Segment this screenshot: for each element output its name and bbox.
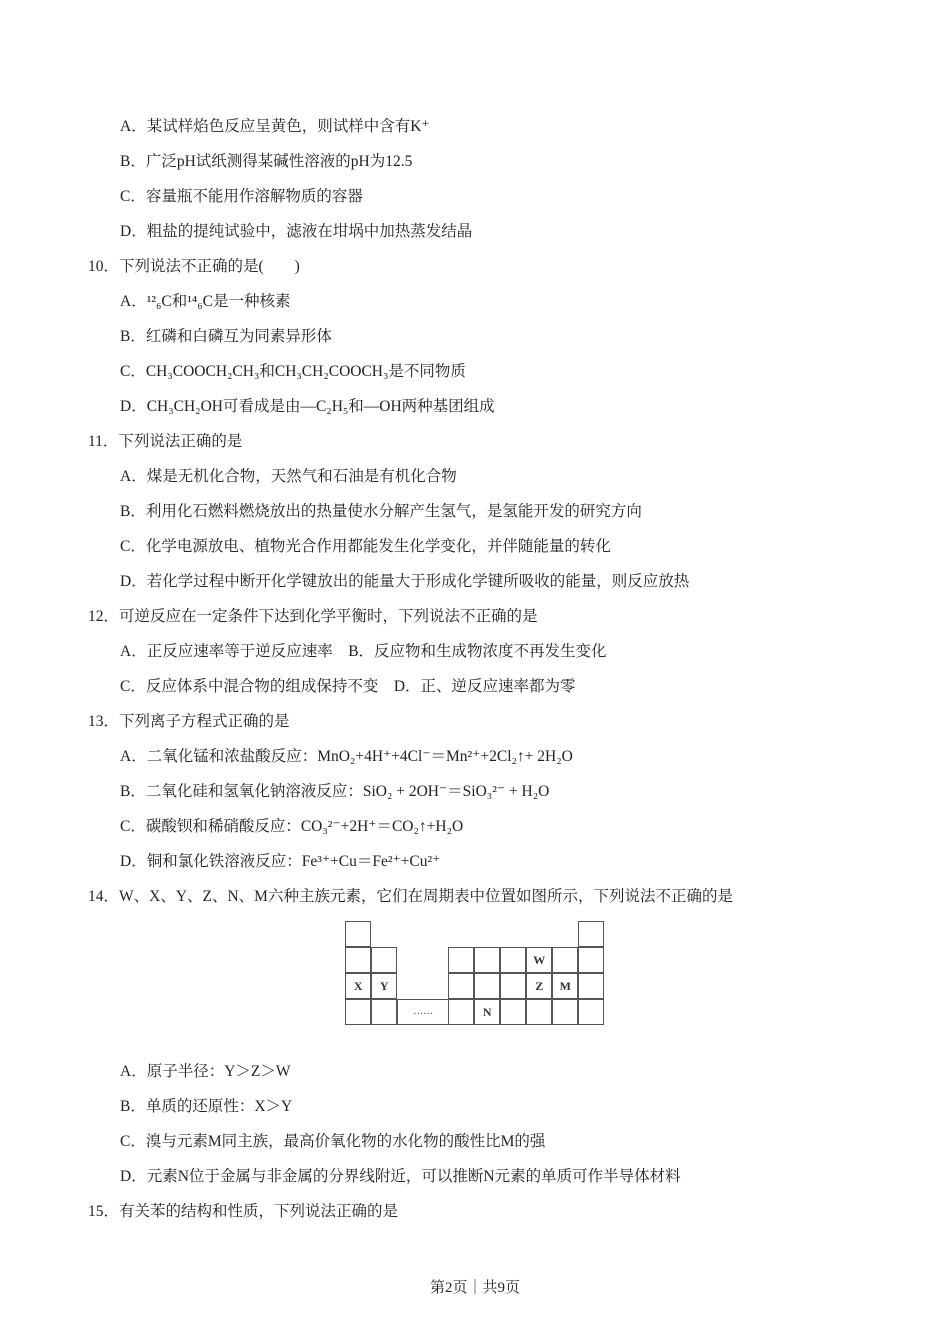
- cell-m: M: [552, 973, 578, 999]
- q13-option: B．二氧化硅和氢氧化钠溶液反应：SiO₂ + 2OH⁻＝SiO₃²⁻ + H₂O: [120, 783, 550, 800]
- q11-stem: 11．下列说法正确的是: [88, 433, 243, 450]
- table-cell: [500, 947, 526, 973]
- table-cell: [448, 947, 474, 973]
- table-cell: [526, 999, 552, 1025]
- q14-option: C．溴与元素M同主族，最高价氧化物的水化物的酸性比M的强: [120, 1133, 546, 1150]
- q9-option: C．容量瓶不能用作溶解物质的容器: [120, 188, 363, 205]
- table-cell: [578, 921, 604, 947]
- table-cell: [578, 947, 604, 973]
- cell-w: W: [526, 947, 552, 973]
- cell-n: N: [474, 999, 500, 1025]
- table-cell: [552, 947, 578, 973]
- q15-stem: 15．有关苯的结构和性质，下列说法正确的是: [88, 1203, 399, 1220]
- q13-option: A．二氧化锰和浓盐酸反应：MnO₂+4H⁺+4Cl⁻＝Mn²⁺+2Cl₂↑+ 2H₂O: [120, 748, 573, 765]
- q13-option: C．碳酸钡和稀硝酸反应：CO₃²⁻+2H⁺＝CO₂↑+H₂O: [120, 818, 464, 835]
- q14-option: A．原子半径：Y＞Z＞W: [120, 1063, 291, 1080]
- table-cell: [500, 999, 526, 1025]
- table-cell: [474, 947, 500, 973]
- cell-y: Y: [371, 973, 397, 999]
- table-cell: [552, 999, 578, 1025]
- question-content: [0, 109, 950, 1229]
- q10-option: A．¹²₆C和¹⁴₆C是一种核素: [120, 293, 291, 310]
- q13-option: D．铜和氯化铁溶液反应：Fe³⁺+Cu＝Fe²⁺+Cu²⁺: [120, 853, 441, 870]
- q10-stem: 10．下列说法不正确的是( ): [88, 258, 300, 275]
- q12-stem: 12．可逆反应在一定条件下达到化学平衡时，下列说法不正确的是: [88, 608, 538, 625]
- q12-option: C．反应体系中混合物的组成保持不变 D．正、逆反应速率都为零: [120, 678, 576, 695]
- q9-option: D．粗盐的提纯试验中，滤液在坩埚中加热蒸发结晶: [120, 223, 473, 240]
- q14-stem: 14．W、X、Y、Z、N、M六种主族元素，它们在周期表中位置如图所示，下列说法不正确的是: [88, 888, 733, 905]
- table-cell: [371, 947, 397, 973]
- cell-ellipsis: ……: [397, 999, 449, 1025]
- q11-option: A．煤是无机化合物，天然气和石油是有机化合物: [120, 468, 457, 485]
- q14-option: D．元素N位于金属与非金属的分界线附近，可以推断N元素的单质可作半导体材料: [120, 1168, 681, 1185]
- periodic-table-figure: [346, 922, 606, 1027]
- q10-option: C．CH₃COOCH₂CH₃和CH₃CH₂COOCH₃是不同物质: [120, 363, 466, 380]
- page-footer: 第2页｜共9页: [429, 1280, 520, 1296]
- table-cell: [448, 973, 474, 999]
- q9-option: B．广泛pH试纸测得某碱性溶液的pH为12.5: [120, 153, 413, 170]
- q12-option: A．正反应速率等于逆反应速率 B．反应物和生成物浓度不再发生变化: [120, 643, 607, 660]
- q9-option: A．某试样焰色反应呈黄色，则试样中含有K⁺: [120, 118, 430, 135]
- table-cell: [578, 999, 604, 1025]
- q11-option: B．利用化石燃料燃烧放出的热量使水分解产生氢气，是氢能开发的研究方向: [120, 503, 642, 520]
- cell-x: X: [345, 973, 371, 999]
- table-cell: [578, 973, 604, 999]
- table-cell: [345, 999, 371, 1025]
- q13-stem: 13．下列离子方程式正确的是: [88, 713, 290, 730]
- table-cell: [500, 973, 526, 999]
- table-cell: [345, 947, 371, 973]
- q14-option: B．单质的还原性：X＞Y: [120, 1098, 293, 1115]
- cell-z: Z: [526, 973, 552, 999]
- table-cell: [345, 921, 371, 947]
- q10-option: D．CH₃CH₂OH可看成是由—C₂H₅和—OH两种基团组成: [120, 398, 495, 415]
- q11-option: D．若化学过程中断开化学键放出的能量大于形成化学键所吸收的能量，则反应放热: [120, 573, 690, 590]
- table-cell: [371, 999, 397, 1025]
- table-cell: [474, 973, 500, 999]
- q10-option: B．红磷和白磷互为同素异形体: [120, 328, 332, 345]
- table-cell: [448, 999, 474, 1025]
- q11-option: C．化学电源放电、植物光合作用都能发生化学变化，并伴随能量的转化: [120, 538, 611, 555]
